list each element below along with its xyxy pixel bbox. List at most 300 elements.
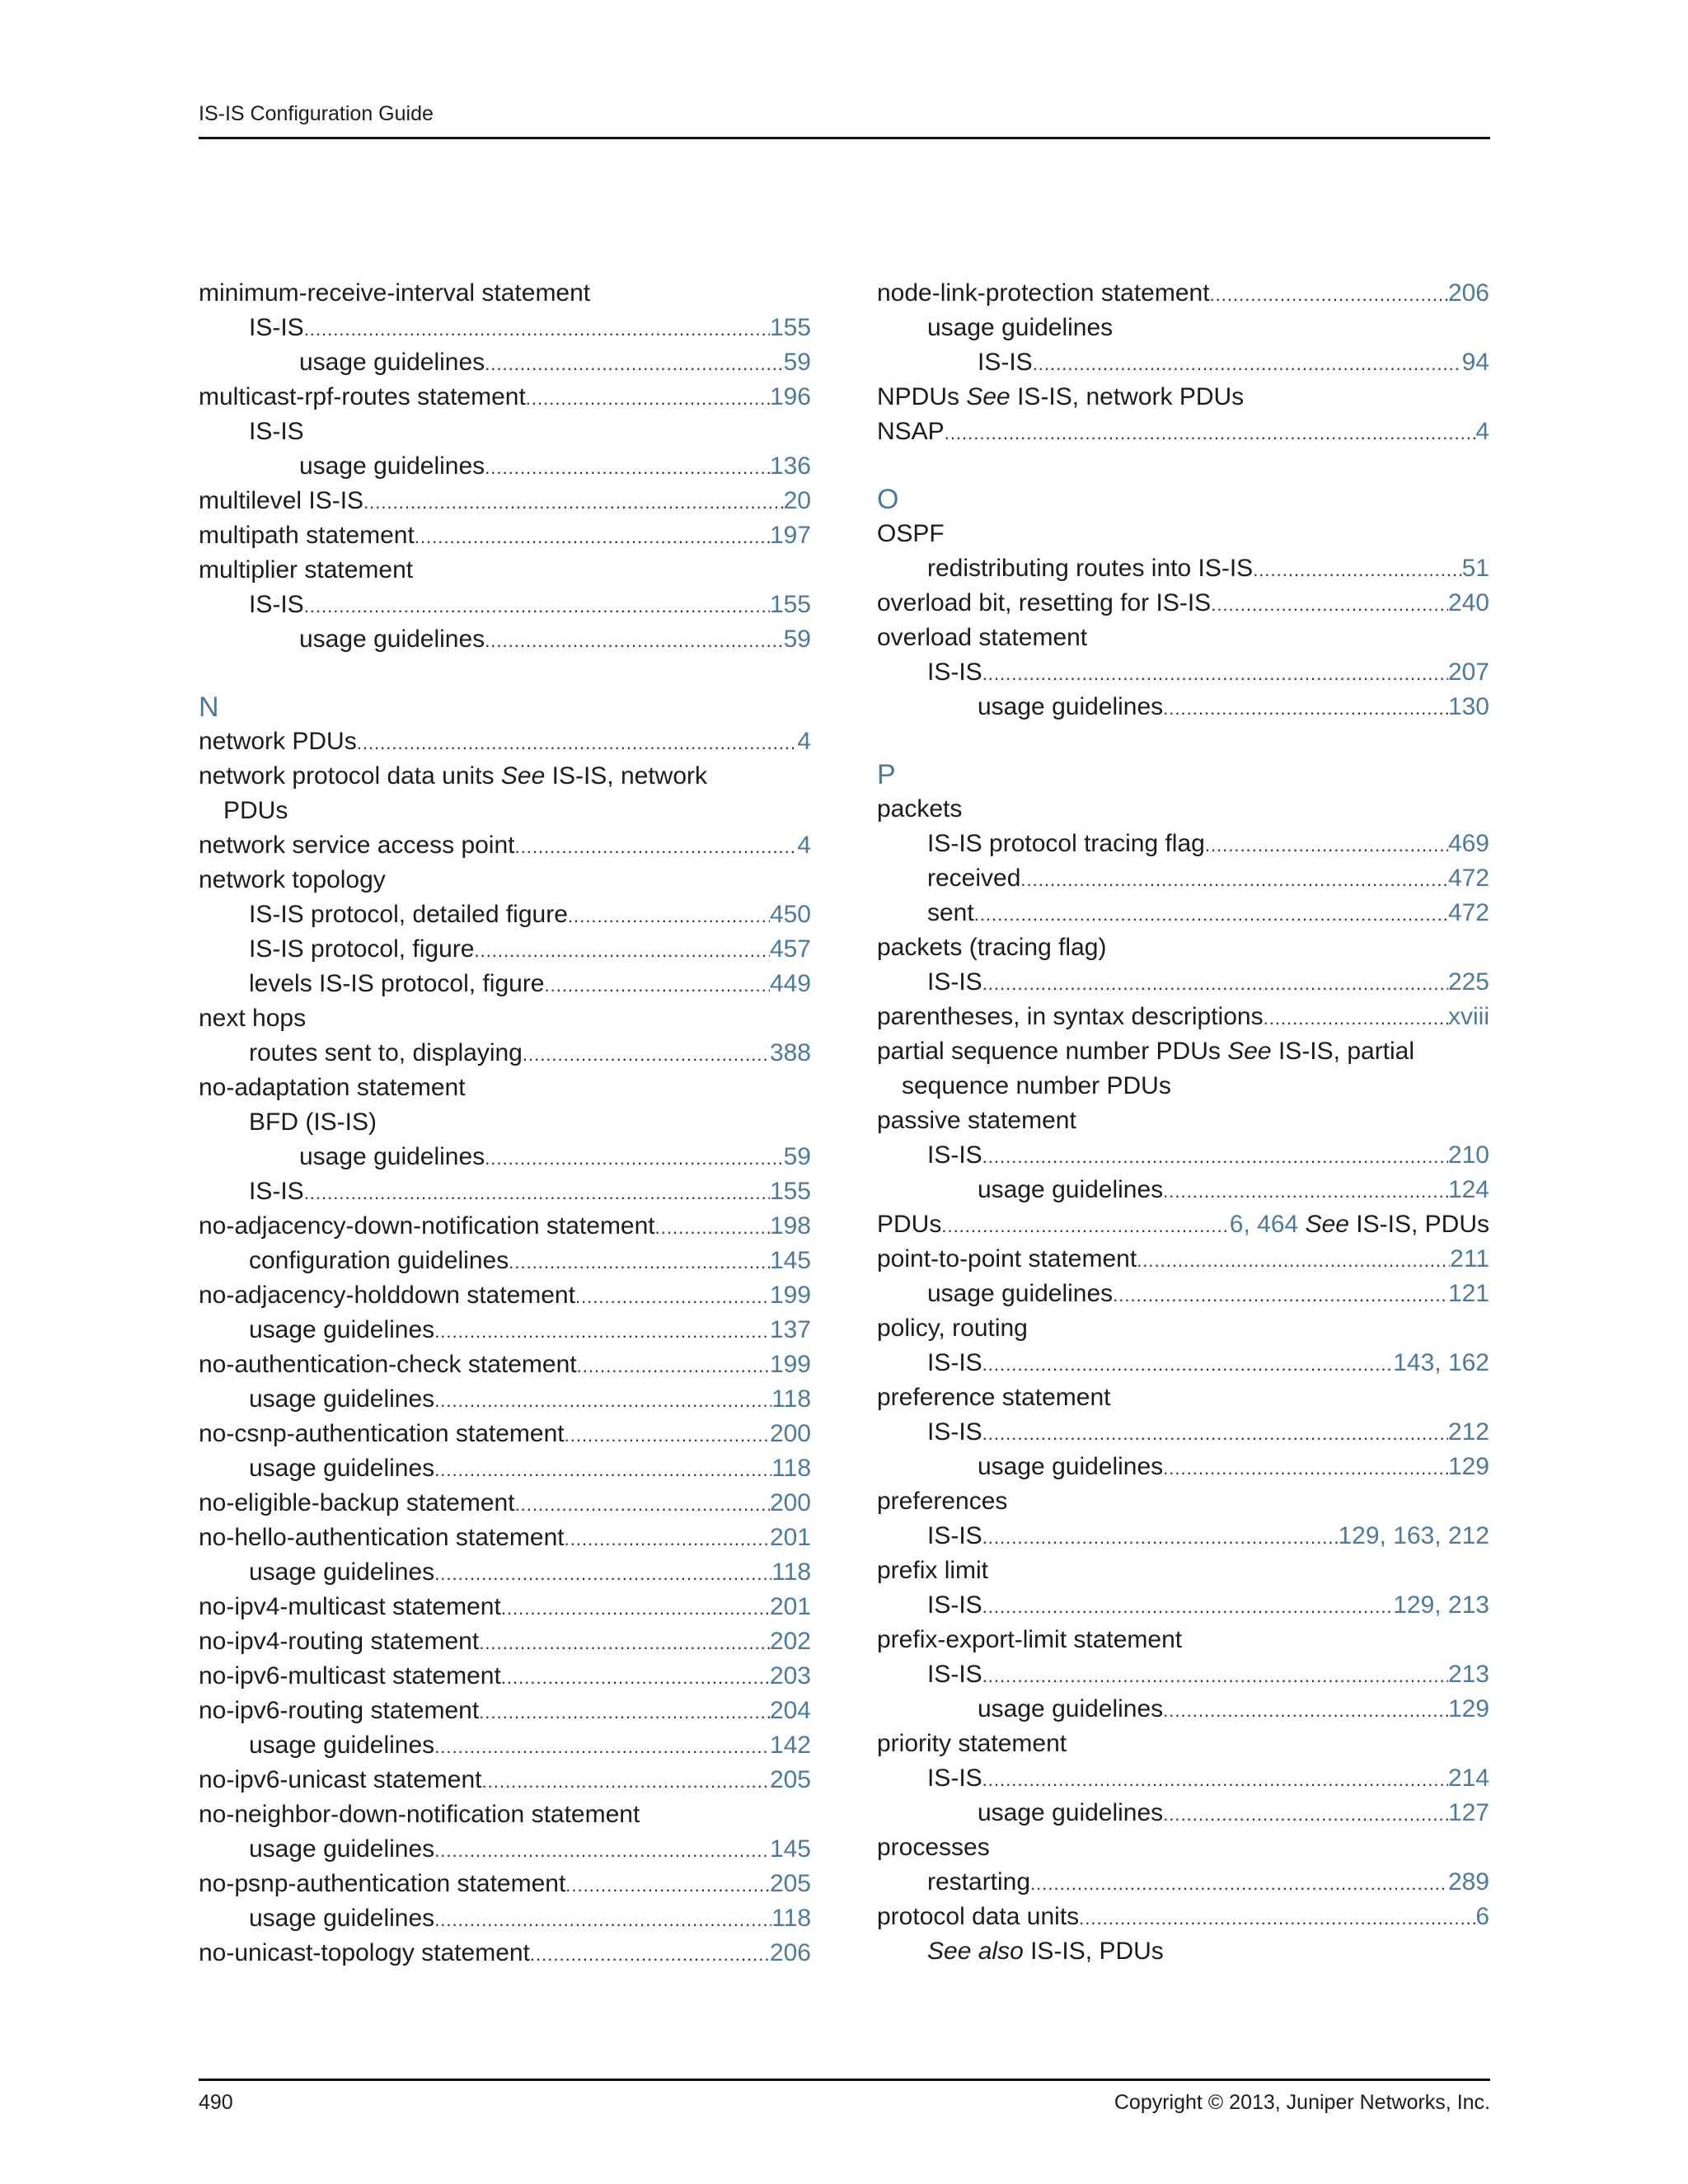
page-link[interactable]: 145 <box>769 1835 811 1863</box>
index-entry <box>877 380 1489 415</box>
page-refs <box>1448 1761 1489 1796</box>
index-entry <box>199 828 811 863</box>
dot-leader <box>1163 1694 1448 1728</box>
dot-leader <box>501 1661 770 1695</box>
page-link[interactable]: 118 <box>771 1455 811 1482</box>
entry-term: no-authentication-check statement <box>199 1351 577 1378</box>
page-link[interactable]: 201 <box>769 1524 811 1551</box>
page-link[interactable]: 4 <box>797 728 811 755</box>
page-link[interactable]: 213 <box>1447 1661 1489 1688</box>
entry-term: no-ipv6-unicast statement <box>199 1766 482 1793</box>
entry-term: processes <box>877 1834 990 1861</box>
entry-term: IS-IS <box>978 349 1033 376</box>
dot-leader <box>1264 1001 1448 1036</box>
index-entry <box>199 1244 811 1278</box>
page-refs <box>770 1486 811 1521</box>
page-link[interactable]: 136 <box>769 452 811 480</box>
page-refs <box>1448 1173 1489 1207</box>
index-entry <box>877 1692 1489 1727</box>
page-link[interactable]: 129 <box>1447 1695 1489 1722</box>
entry-term: usage guidelines <box>978 1453 1164 1480</box>
entry-term: usage guidelines <box>927 1280 1114 1307</box>
page-link[interactable]: 225 <box>1447 968 1489 996</box>
index-entry <box>199 622 811 657</box>
dot-leader <box>485 347 783 382</box>
page-link[interactable]: 196 <box>769 383 811 410</box>
entry-term: IS-IS <box>927 968 982 996</box>
index-entry <box>877 1761 1489 1796</box>
entry-term: IS-IS <box>927 1349 982 1376</box>
page-refs <box>1448 1138 1489 1173</box>
page-refs <box>770 1278 811 1313</box>
index-entry <box>199 1278 811 1313</box>
page-link[interactable]: 143 <box>1393 1349 1435 1376</box>
dot-leader <box>1163 1451 1448 1486</box>
dot-leader <box>1210 278 1448 312</box>
page-refs <box>1448 896 1489 930</box>
dot-leader <box>485 1141 783 1176</box>
entry-term: point-to-point statement <box>877 1245 1137 1272</box>
page-refs <box>770 1521 811 1555</box>
index-letter-heading: P <box>877 759 896 790</box>
index-entry <box>199 1174 811 1209</box>
index-entry <box>199 1071 811 1105</box>
page-number: 490 <box>199 2091 233 2114</box>
page-link[interactable]: 127 <box>1447 1799 1489 1826</box>
page-refs <box>771 1451 811 1486</box>
page-link[interactable]: 205 <box>769 1766 811 1793</box>
index-entry <box>199 449 811 484</box>
index-entry <box>877 1034 1489 1104</box>
dot-leader <box>1163 691 1448 726</box>
dot-leader <box>982 1763 1448 1797</box>
index-entry <box>877 517 1489 551</box>
dot-leader <box>1253 553 1461 588</box>
index-entry <box>199 553 811 588</box>
entry-term: prefix-export-limit statement <box>877 1626 1183 1653</box>
page-link[interactable]: 129 <box>1393 1591 1435 1619</box>
page-refs <box>784 345 811 380</box>
page-refs <box>1448 1415 1489 1450</box>
entry-term: IS-IS <box>927 1765 982 1792</box>
index-entry <box>877 1346 1489 1380</box>
entry-term: usage guidelines <box>249 1316 435 1343</box>
page-link[interactable]: 289 <box>1447 1868 1489 1896</box>
index-entry <box>199 518 811 553</box>
page-refs <box>770 1659 811 1694</box>
page-refs <box>771 1901 811 1936</box>
dot-leader <box>485 451 770 485</box>
entry-term: levels IS-IS protocol, figure <box>249 970 545 997</box>
page-link[interactable]: 199 <box>769 1351 811 1378</box>
see-target: IS-IS, partial <box>1278 1038 1415 1065</box>
page-link[interactable]: 207 <box>1447 658 1489 686</box>
entry-term: IS-IS protocol, detailed figure <box>249 901 568 928</box>
page-link[interactable]: 94 <box>1461 349 1489 376</box>
index-entry <box>199 1521 811 1555</box>
dot-leader <box>434 1384 771 1418</box>
entry-term: IS-IS <box>927 1661 982 1688</box>
see-target: IS-IS, network <box>551 762 708 790</box>
index-entry <box>199 1486 811 1521</box>
dot-leader <box>1211 588 1448 622</box>
page-refs <box>1448 655 1489 690</box>
index-entry <box>199 276 811 311</box>
entry-term: protocol data units <box>877 1903 1080 1930</box>
dot-leader <box>545 968 770 1003</box>
entry-term: no-csnp-authentication statement <box>199 1420 565 1447</box>
entry-term: usage guidelines <box>927 314 1114 341</box>
entry-term: network topology <box>199 866 386 893</box>
index-entry <box>877 1380 1489 1415</box>
dot-leader <box>565 1418 770 1453</box>
page-link[interactable]: 457 <box>769 935 811 963</box>
page-link[interactable]: 142 <box>769 1732 811 1759</box>
index-entry <box>877 1415 1489 1450</box>
page-refs <box>771 1555 811 1590</box>
entry-term: no-unicast-topology statement <box>199 1939 530 1966</box>
index-entry <box>199 1347 811 1382</box>
index-entry <box>199 1867 811 1901</box>
dot-leader <box>982 1347 1394 1382</box>
index-letter-heading: N <box>199 691 219 723</box>
page-refs <box>770 1244 811 1278</box>
page-link[interactable]: 129 <box>1338 1522 1380 1549</box>
dot-leader <box>415 520 770 555</box>
page-link[interactable]: 155 <box>769 591 811 618</box>
dot-leader <box>568 899 770 934</box>
index-entry <box>199 1451 811 1486</box>
page-link[interactable]: 205 <box>769 1870 811 1897</box>
index-entry <box>199 1382 811 1417</box>
dot-leader <box>479 1695 770 1730</box>
page-refs <box>1462 345 1489 380</box>
page-link[interactable]: 202 <box>769 1628 811 1655</box>
page-link[interactable]: 59 <box>783 626 811 653</box>
page-link[interactable]: 206 <box>1447 279 1489 307</box>
index-entry <box>877 1934 1489 1969</box>
page-link[interactable]: 213 <box>1447 1591 1489 1619</box>
page-link[interactable]: 129 <box>1447 1453 1489 1480</box>
see-target: IS-IS, PDUs <box>1030 1938 1164 1965</box>
page-link[interactable]: 6 <box>1229 1211 1244 1238</box>
dot-leader <box>434 1557 771 1591</box>
page-link[interactable]: 450 <box>769 901 811 928</box>
entry-term: multicast-rpf-routes statement <box>199 383 526 410</box>
page-refs <box>770 1763 811 1797</box>
page-link[interactable]: xviii <box>1448 1003 1489 1030</box>
index-entry <box>199 311 811 345</box>
page-refs <box>1475 415 1489 449</box>
page-link[interactable]: 206 <box>769 1939 811 1966</box>
entry-term: IS-IS <box>927 1418 982 1446</box>
index-entry <box>199 1105 811 1140</box>
entry-term: IS-IS <box>249 418 304 445</box>
page-link[interactable]: 155 <box>769 314 811 341</box>
page-refs <box>770 1832 811 1867</box>
page-link[interactable]: 137 <box>769 1316 811 1343</box>
entry-term: parentheses, in syntax descriptions <box>877 1003 1264 1030</box>
entry-term: no-ipv6-multicast statement <box>199 1662 501 1690</box>
dot-leader <box>515 1488 770 1522</box>
page-refs <box>770 1036 811 1071</box>
entry-term: no-hello-authentication statement <box>199 1524 565 1551</box>
page-link[interactable]: 203 <box>769 1662 811 1690</box>
entry-term: multipath statement <box>199 522 415 549</box>
index-entry <box>199 1659 811 1694</box>
page-refs <box>770 1728 811 1763</box>
see-reference: See <box>1305 1211 1349 1238</box>
index-entry <box>199 1417 811 1451</box>
index-entry <box>877 1519 1489 1554</box>
index-column-left <box>199 276 811 1971</box>
index-entry <box>199 1763 811 1797</box>
entry-term: usage guidelines <box>978 693 1164 720</box>
entry-term: usage guidelines <box>299 1143 485 1170</box>
index-entry <box>877 415 1489 449</box>
page-link[interactable]: 201 <box>769 1593 811 1620</box>
index-entry <box>877 1865 1489 1900</box>
dot-leader <box>515 830 798 865</box>
index-entry <box>877 1104 1489 1138</box>
page-link[interactable]: 199 <box>769 1282 811 1309</box>
dot-leader <box>357 726 798 761</box>
index-entry <box>199 1590 811 1624</box>
index-entry <box>199 588 811 622</box>
index-entry <box>199 1140 811 1174</box>
page-refs <box>770 311 811 345</box>
entry-term: packets (tracing flag) <box>877 934 1107 961</box>
page-link[interactable]: 59 <box>783 1143 811 1170</box>
page-link[interactable]: 4 <box>1475 418 1489 445</box>
entry-term: multiplier statement <box>199 556 414 583</box>
index-entry <box>199 1901 811 1936</box>
see-target: IS-IS, PDUs <box>1356 1211 1489 1238</box>
index-entry <box>877 1727 1489 1761</box>
entry-term: usage guidelines <box>249 1455 435 1482</box>
dot-leader <box>474 934 769 968</box>
page-link[interactable]: 51 <box>1461 555 1489 582</box>
index-entry <box>877 621 1489 655</box>
dot-leader <box>526 382 770 416</box>
page-refs <box>1448 1450 1489 1484</box>
page-link[interactable]: 200 <box>769 1420 811 1447</box>
see-reference: See <box>1227 1038 1272 1065</box>
page-link[interactable]: 388 <box>769 1039 811 1066</box>
see-reference: See also <box>927 1938 1024 1965</box>
index-entry <box>877 551 1489 586</box>
page-link[interactable]: 4 <box>797 832 811 859</box>
page-refs <box>770 1209 811 1244</box>
dot-leader <box>1205 828 1448 863</box>
page-link[interactable]: 197 <box>769 522 811 549</box>
dot-leader <box>1137 1244 1450 1278</box>
entry-term: next hops <box>199 1005 307 1032</box>
index-entry <box>877 1173 1489 1207</box>
dot-leader <box>982 1659 1448 1694</box>
page-refs <box>1448 276 1489 311</box>
page-refs: 129, 213 <box>1393 1591 1489 1619</box>
page-link[interactable]: 118 <box>771 1385 811 1413</box>
page-refs <box>771 1382 811 1417</box>
dot-leader <box>982 1417 1448 1451</box>
page-refs <box>770 449 811 484</box>
page-refs <box>770 1624 811 1659</box>
page-link[interactable]: 162 <box>1447 1349 1489 1376</box>
page-link[interactable]: 118 <box>771 1558 811 1586</box>
page-link[interactable]: 212 <box>1447 1418 1489 1446</box>
entry-term: restarting <box>927 1868 1031 1896</box>
page-link[interactable]: 155 <box>769 1178 811 1205</box>
index-entry <box>199 932 811 967</box>
index-entry <box>877 1484 1489 1519</box>
index-entry <box>877 1450 1489 1484</box>
index-entry <box>199 1694 811 1728</box>
entry-term: OSPF <box>877 520 945 547</box>
page-refs <box>784 622 811 657</box>
page-refs <box>770 380 811 415</box>
entry-continuation: PDUs <box>223 797 288 824</box>
page-refs <box>770 1417 811 1451</box>
dot-leader <box>982 1521 1339 1555</box>
page-refs <box>770 1936 811 1971</box>
dot-leader <box>304 589 770 624</box>
page-link[interactable]: 212 <box>1447 1522 1489 1549</box>
entry-term: usage guidelines <box>978 1695 1164 1722</box>
dot-leader <box>479 1626 770 1661</box>
page-refs <box>1448 827 1489 861</box>
index-entry <box>877 1657 1489 1692</box>
entry-term: IS-IS <box>927 1141 982 1169</box>
page-link[interactable]: 240 <box>1447 589 1489 616</box>
dot-leader <box>1113 1278 1448 1313</box>
entry-term: network protocol data units <box>199 762 495 790</box>
index-entry <box>877 1554 1489 1588</box>
index-entry <box>877 1277 1489 1311</box>
page-link[interactable]: 198 <box>769 1212 811 1240</box>
index-entry <box>199 1832 811 1867</box>
entry-term: partial sequence number PDUs <box>877 1038 1221 1065</box>
index-entry <box>877 1207 1489 1242</box>
entry-term: prefix limit <box>877 1557 989 1584</box>
index-entry <box>877 1138 1489 1173</box>
entry-term: no-neighbor-down-notification statement <box>199 1801 640 1828</box>
dot-leader <box>501 1591 770 1626</box>
index-column-right <box>877 276 1489 1969</box>
entry-term: usage guidelines <box>249 1732 435 1759</box>
page-link[interactable]: 6 <box>1475 1903 1489 1930</box>
page-link[interactable]: 121 <box>1447 1280 1489 1307</box>
index-entry <box>199 1555 811 1590</box>
page-refs <box>770 1694 811 1728</box>
index-entry <box>199 1209 811 1244</box>
index-entry <box>199 759 811 828</box>
page-link[interactable]: 20 <box>783 487 811 514</box>
page-refs <box>770 932 811 967</box>
entry-term: overload statement <box>877 624 1088 651</box>
index-entry <box>199 345 811 380</box>
page-link[interactable]: 163 <box>1393 1522 1435 1549</box>
index-entry <box>199 967 811 1001</box>
dot-leader <box>982 967 1448 1001</box>
page-refs <box>1448 965 1489 1000</box>
index-entry <box>877 690 1489 724</box>
entry-term: NSAP <box>877 418 945 445</box>
index-entry <box>877 896 1489 930</box>
page-link[interactable]: 200 <box>769 1489 811 1516</box>
page-link[interactable]: 214 <box>1447 1765 1489 1792</box>
index-letter-heading: O <box>877 484 899 515</box>
entry-term: no-adjacency-down-notification statement <box>199 1212 655 1240</box>
entry-term: no-eligible-backup statement <box>199 1489 515 1516</box>
page-link[interactable]: 469 <box>1447 830 1489 857</box>
index-entry <box>877 965 1489 1000</box>
entry-term: no-psnp-authentication statement <box>199 1870 566 1897</box>
entry-term: usage guidelines <box>249 1835 435 1863</box>
entry-term: usage guidelines <box>299 626 485 653</box>
page-refs <box>770 967 811 1001</box>
index-entry <box>877 1623 1489 1657</box>
page-refs <box>784 1140 811 1174</box>
index-entry <box>199 380 811 415</box>
entry-term: received <box>927 865 1021 892</box>
entry-term: network PDUs <box>199 728 357 755</box>
index-entry <box>199 1936 811 1971</box>
index-entry <box>877 1311 1489 1346</box>
page-refs <box>1462 551 1489 586</box>
page-refs <box>770 1867 811 1901</box>
entry-term: usage guidelines <box>978 1176 1164 1203</box>
dot-leader <box>1163 1174 1448 1209</box>
page-refs: 6, 464 See IS-IS, PDUs <box>1229 1211 1489 1238</box>
page-link[interactable]: 449 <box>769 970 811 997</box>
page-refs <box>770 1313 811 1347</box>
page-refs <box>1450 1242 1489 1277</box>
page-link[interactable]: 211 <box>1450 1245 1489 1272</box>
dot-leader <box>482 1765 770 1799</box>
page-link[interactable]: 59 <box>783 349 811 376</box>
entry-term: IS-IS <box>927 658 982 686</box>
entry-term: redistributing routes into IS-IS <box>927 555 1254 582</box>
index-entry <box>877 792 1489 827</box>
entry-term: multilevel IS-IS <box>199 487 364 514</box>
index-entry <box>199 898 811 932</box>
index-entry <box>877 861 1489 896</box>
page-link[interactable]: 145 <box>769 1247 811 1274</box>
page-link[interactable]: 118 <box>771 1905 811 1932</box>
index-entry <box>877 1830 1489 1865</box>
index-entry <box>199 484 811 518</box>
entry-term: preference statement <box>877 1384 1111 1411</box>
entry-term: configuration guidelines <box>249 1247 509 1274</box>
page-link[interactable]: 130 <box>1447 693 1489 720</box>
dot-leader <box>434 1903 771 1938</box>
page-link[interactable]: 124 <box>1447 1176 1489 1203</box>
dot-leader <box>304 312 770 347</box>
page-link[interactable]: 204 <box>769 1697 811 1724</box>
page-refs <box>770 518 811 553</box>
page-link[interactable]: 464 <box>1257 1211 1299 1238</box>
dot-leader <box>565 1522 770 1557</box>
index-entry <box>199 863 811 898</box>
page-link[interactable]: 472 <box>1447 865 1489 892</box>
dot-leader <box>1079 1901 1475 1936</box>
dot-leader <box>1163 1797 1448 1832</box>
page-link[interactable]: 472 <box>1447 899 1489 926</box>
entry-term: BFD (IS-IS) <box>249 1108 377 1136</box>
page-link[interactable]: 210 <box>1447 1141 1489 1169</box>
dot-leader <box>982 1140 1448 1174</box>
